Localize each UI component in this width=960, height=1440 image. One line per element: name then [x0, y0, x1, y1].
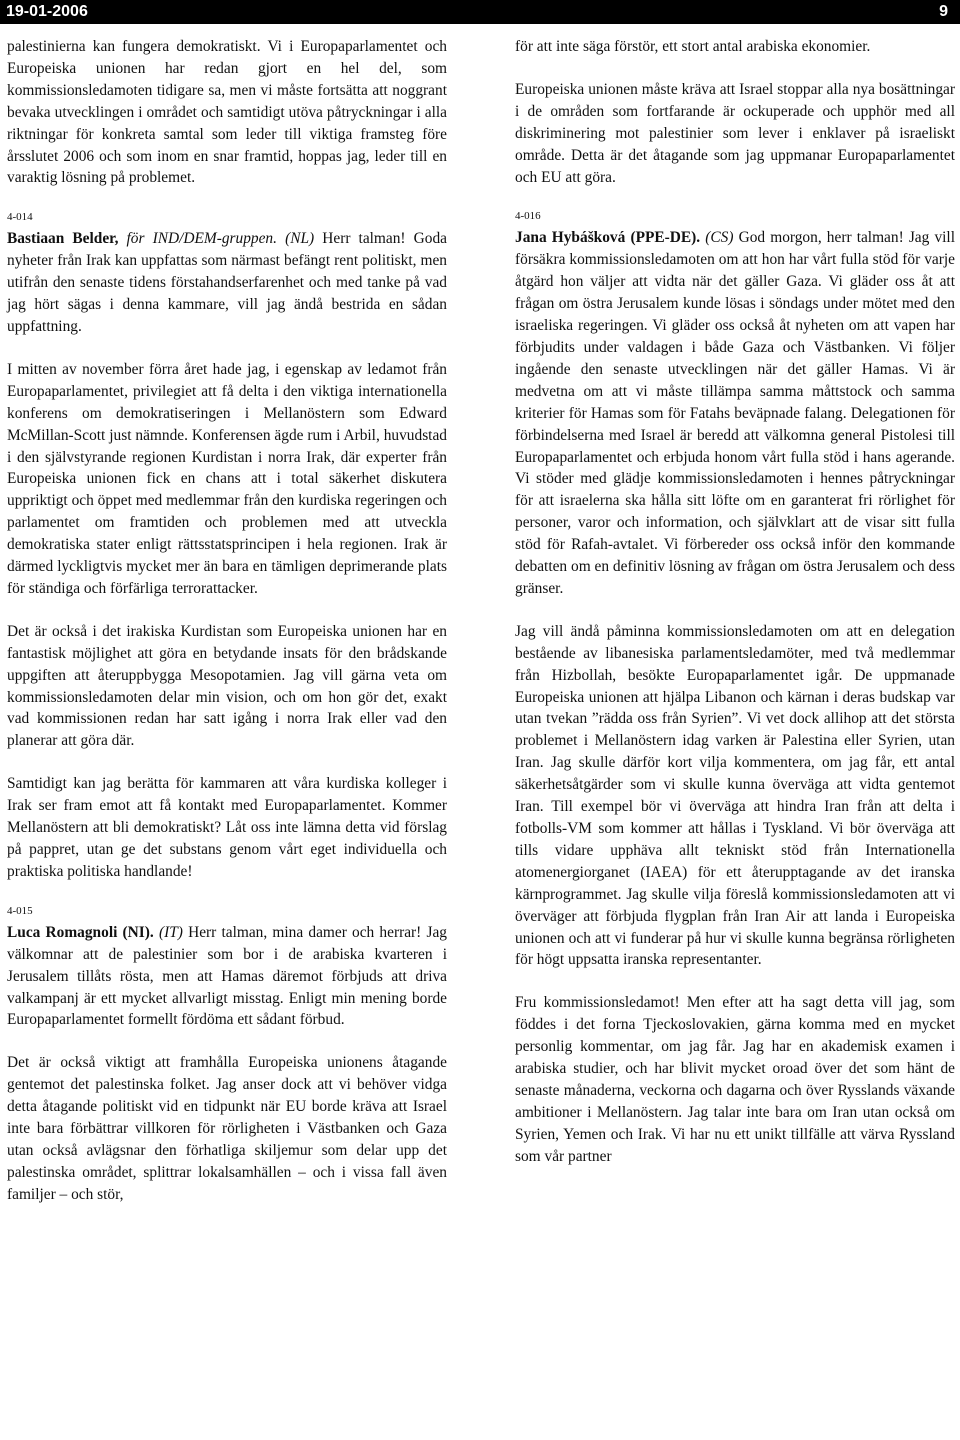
paragraph: för att inte säga förstör, ett stort antal arabiska ekonomier.: [515, 38, 871, 55]
speaker-name: Luca Romagnoli (NI).: [7, 923, 154, 941]
entry-code: 4-015: [7, 904, 33, 917]
paragraph: Det är också i det irakiska Kurdistan som Europeiska unionen har en fantastisk möjlighet att göra en betydande insats för den brådskande uppgiften att återuppbygga Mesopotamien. Jag vill gärna veta om kommissionsledamoten delar min vision, och om hon gör det, exakt vad kommissionen redan har satt igång i norra Irak eller vad den planerar att göra där.: [7, 622, 447, 750]
page-number: 9: [939, 3, 948, 20]
left-column: [7, 36, 447, 1206]
speech-entry: [515, 227, 955, 599]
speaker-name: Bastiaan Belder,: [7, 230, 119, 248]
speech-text: Herr talman! Goda nyheter från Irak kan uppfattas som närmast befängt rent politiskt, men utifrån den senaste tidens förstahandserfarenhet och med tanke på vad jag hört sägas i denna kammare, vill jag ändå bestrida en sådan uppfattning.: [7, 230, 447, 335]
header-date: 19-01-2006: [6, 3, 88, 20]
paragraph: palestinierna kan fungera demokratiskt. Vi i Europaparlamentet och Europeiska unionen har redan gjort en hel del, som kommissionsledamoten tidigare sa, men vi måste fortsätta att noggrant bevaka utvecklingen i området och samtidigt utöva påtryckningar i alla riktningar för konkreta samtal som leder till viktiga framsteg före årsslutet 2006 och som inom en snar framtid, hoppas jag, leder till en varaktig lösning på problemet.: [7, 38, 447, 187]
speech-text: Herr talman, mina damer och herrar! Jag välkomnar att de palestinier som bor i de arabiska kvarteren i Jerusalem tillåts rösta, men att Hamas däremot förbjuds att driva valkampanj är ett mycket allvarligt misstag. Enligt min mening borde Europaparlamentet formellt fördöma ett sådant förbud.: [7, 923, 447, 1029]
paragraph: Jag vill ändå påminna kommissionsledamoten om att en delegation bestående av libanesiska parlamentsledamöter, med två medlemmar från Hizbollah, besökte Europaparlamentet igår. De uppmanade Europeiska unionen att hjälpa Libanon och kärnan i deras budskap var utan tvekan ”rädda oss från Syrien”. Vi vet dock allihop att det största problemet i Mellanöstern idag varken är Palestina eller Syrien, utan Iran. Jag skulle därför kort vilja kommentera, om jag får, ett antal säkerhetsåtgärder som vi skulle kunna överväga att vidta gentemot Iran. Till exempel bör vi överväga att hindra Iran från att delta i fotbolls-VM som kommer att hållas i Tyskland. Vi bör överväga att tills vidare upphäva allt tekniskt stöd från Internationella atomenergiorganet (IAEA) för ett återupptagande av det iranska kärnprogrammet. Jag skulle vilja föreslå kommissionsledamoten att vi överväger att förbjuda flygplan från Iran Air att landa i Europeiska unionen och att vi funderar på hur vi skulle kunna begränsa rörligheten för högt uppsatta iranska representanter.: [515, 622, 955, 969]
speech-text: God morgon, herr talman! Jag vill försäkra kommissionsledamoten om att hon har vårt fulla stöd för varje åtgärd hon väljer att vidta när det gäller Gaza. Vi gläder oss åt att frågan om östra Jerusalem kunde lösas i söndags under mötet med den israeliska regeringen. Vi gläder oss också åt nyheten om att vapen har förbjudits under valdagen i både Gaza och Västbanken. Vi följer ingående den senaste utvecklingen när det gäller Hamas. Vi är medvetna om att vi måste tillämpa samma måttstock och samma kriterier för Hamas som för Fatahs beväpnade falang. Delegationen för förbindelserna med Israel är beredd att välkomna general Pistolesi till Europaparlamentet och erbjuda honom vårt fulla stöd i hans agerande. Vi stöder med glädje kommissionsledamoten i hennes påtryckningar för att israelerna ska hålla sitt löfte om en garanterat fri rörlighet för personer, varor och information, och självklart att de visar sitt fulla stöd för Rafah-avtalet. Vi förbereder oss också inför den kommande debatten om en definitiv lösning av frågan om östra Jerusalem och dess gränser.: [515, 229, 955, 597]
page-header: [0, 0, 960, 24]
speaker-name: Jana Hybášková (PPE-DE).: [515, 229, 701, 247]
language-code: (IT): [158, 923, 183, 941]
paragraph: Europeiska unionen måste kräva att Israel stoppar alla nya bosättningar i de områden som fortfarande är ockuperade och upphör med all diskriminering mot palestinier som lever i enklaver på israeliskt område. Detta är det åtagande som jag uppmanar Europaparlamentet och EU att göra.: [515, 80, 955, 186]
entry-code: 4-014: [7, 211, 33, 224]
speaker-group: för IND/DEM-gruppen.: [126, 230, 277, 248]
right-column: [515, 36, 955, 1168]
paragraph: Fru kommissionsledamot! Men efter att ha sagt detta vill jag, som föddes i det forna Tjeckoslovakien, gärna komma med en mycket personlig kommentar, om jag får. Jag har en akademisk examen i arabiska studier, och har blivit mycket oroad över det som hänt de senaste månaderna, veckorna och dagarna och över Rysslands växande ambitioner i Mellanöstern. Jag talar inte bara om Iran utan också om Syrien, Yemen och Irak. Vi har nu ett unikt tillfälle att värva Ryssland som vår partner: [515, 994, 955, 1165]
language-code: (NL): [285, 230, 315, 248]
paragraph: Det är också viktigt att framhålla Europeiska unionens åtagande gentemot det palestinska folket. Jag anser dock att vi behöver vidga detta åtagande politiskt vid en tidpunkt när EU borde kräva att Israel inte bara förbättrar villkoren för rörligheten i Västbanken och Gaza utan också avlägsnar den förhatliga skiljemur som delar upp det palestinska området, splittrar lokalsamhällen – och i vissa fall även familjer – och stör,: [7, 1054, 447, 1203]
entry-code: 4-016: [515, 210, 541, 223]
language-code: (CS): [705, 229, 734, 247]
speech-entry: [7, 228, 447, 338]
paragraph: I mitten av november förra året hade jag, i egenskap av ledamot från Europaparlamentet, privilegiet att få delta i den viktiga internationella konferens om demokratiseringen i Mellanöstern som Edward McMillan-Scott just nämnde. Konferensen ägde rum i Arbil, huvudstad i den självstyrande regionen Kurdistan i norra Irak, där experter från Europeiska unionen fick en chans att i total säkerhet diskutera uppriktigt och öppet med medlemmar från den kurdiska regeringen och parlamentet om framtiden och problemen med att utveckla demokratiska stater enligt rättsstatsprincipen i hela regionen. Irak är därmed lyckligtvis mycket mer än bara en tämligen deprimerande plats för ständiga och förfärliga terrorattacker.: [7, 360, 447, 597]
speech-entry: [7, 922, 447, 1032]
paragraph: Samtidigt kan jag berätta för kammaren att våra kurdiska kolleger i Irak ser fram emot att få kontakt med Europaparlamentet. Kommer Mellanöstern att bli demokratiskt? Låt oss inte lämna detta vid förslag på pappret, utan ge det substans genom vårt eget individuella och praktiska politiska handlande!: [7, 775, 447, 880]
